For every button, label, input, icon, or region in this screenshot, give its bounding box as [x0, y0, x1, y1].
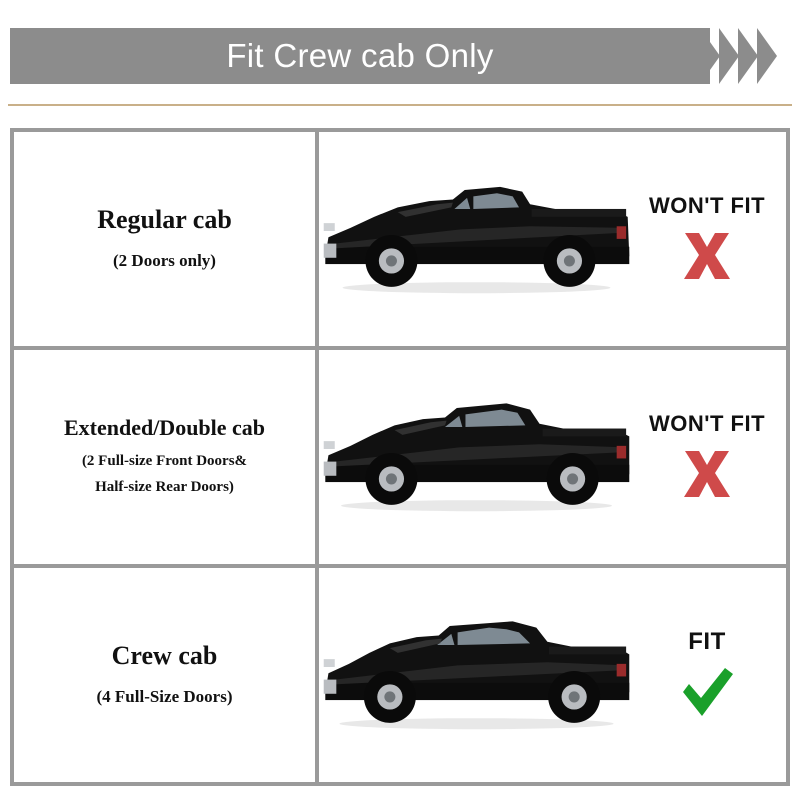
banner [10, 28, 710, 84]
red-x-icon [677, 447, 737, 503]
chevron-right-icon [738, 28, 758, 84]
chevron-right-icon [719, 28, 739, 84]
truck-image-cell [319, 568, 634, 782]
table-row [14, 568, 786, 782]
cab-type-label: Extended/Double cab [63, 415, 266, 441]
cab-type-sublabel: (2 Full-size Front Doors& [81, 453, 248, 470]
red-x-icon [677, 229, 737, 285]
truck-image-cell [319, 132, 634, 346]
row-label-cell [14, 132, 319, 346]
verdict-cell [634, 568, 786, 782]
verdict-cell [634, 350, 786, 564]
cab-type-label: Crew cab [111, 641, 218, 671]
row-label-cell [14, 568, 319, 782]
verdict-label: FIT [688, 628, 726, 655]
truck-illustration-regular-cab [319, 168, 634, 310]
chevron-right-icon [757, 28, 777, 84]
verdict-label: WON'T FIT [648, 411, 766, 436]
verdict-label: WON'T FIT [648, 193, 766, 218]
truck-illustration-extended-cab [319, 386, 634, 528]
banner-title: Fit Crew cab Only [226, 37, 494, 74]
cab-type-sublabel: (2 Doors only) [113, 251, 216, 271]
truck-illustration-crew-cab [319, 604, 634, 746]
green-check-icon [677, 666, 737, 722]
truck-image-cell [319, 350, 634, 564]
verdict-cell [634, 132, 786, 346]
cab-type-sublabel-2: Half-size Rear Doors) [95, 479, 234, 496]
table-row [14, 132, 786, 350]
banner-area [0, 0, 800, 100]
chevron-right-icon [700, 28, 720, 84]
divider [8, 104, 792, 106]
table-row [14, 350, 786, 568]
row-label-cell [14, 350, 319, 564]
cab-type-label: Regular cab [97, 205, 232, 235]
chevron-arrows [700, 28, 790, 84]
cab-type-sublabel: (4 Full-Size Doors) [96, 687, 233, 707]
comparison-table [10, 128, 790, 786]
